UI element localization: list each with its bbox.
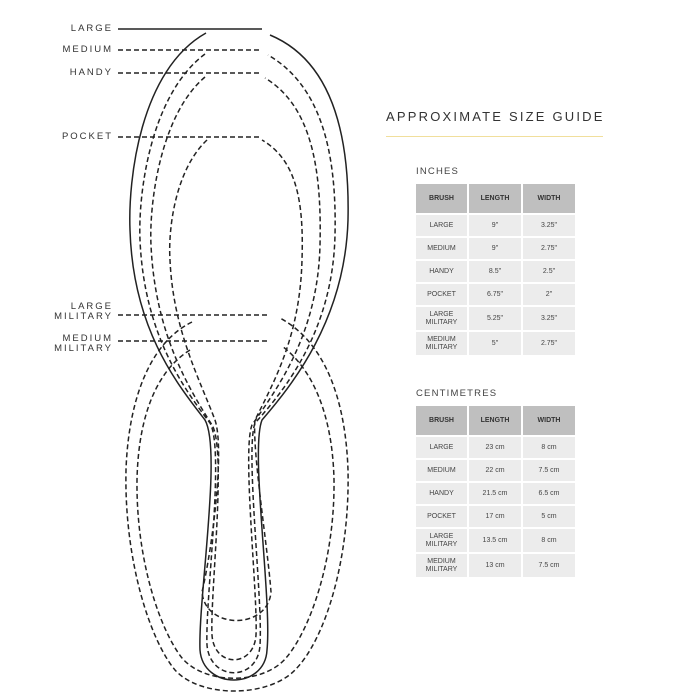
- centimetres-header-brush: BRUSH: [416, 406, 467, 435]
- brush-name-line: MILITARY: [425, 343, 458, 351]
- width-cell: 2.5": [523, 261, 575, 282]
- table-row: [416, 215, 575, 236]
- width-cell: 3.25": [523, 307, 575, 330]
- outline-medium-military-brush: [137, 346, 334, 678]
- brush-name-line: MEDIUM: [427, 335, 456, 343]
- title-underline: [386, 136, 603, 137]
- table-row: [416, 483, 575, 504]
- label-large-military-line1: LARGE: [70, 301, 113, 312]
- brush-name-line: HANDY: [429, 489, 454, 497]
- width-cell: 7.5 cm: [523, 460, 575, 481]
- brush-name-line: HANDY: [429, 267, 454, 275]
- table-row: [416, 506, 575, 527]
- length-cell: 17 cm: [469, 506, 521, 527]
- brush-cell: [416, 332, 467, 355]
- table-row: [416, 437, 575, 458]
- label-pocket: POCKET: [61, 131, 113, 142]
- brush-name-line: MILITARY: [425, 540, 458, 548]
- brush-cell: [416, 307, 467, 330]
- brush-name-line: LARGE: [429, 443, 454, 451]
- length-cell: 21.5 cm: [469, 483, 521, 504]
- label-large: LARGE: [70, 23, 113, 34]
- width-cell: 8 cm: [523, 529, 575, 552]
- width-cell: 6.5 cm: [523, 483, 575, 504]
- inches-heading: INCHES: [416, 166, 460, 177]
- length-cell: 5.25": [469, 307, 521, 330]
- width-cell: 3.25": [523, 215, 575, 236]
- table-row: [416, 460, 575, 481]
- length-cell: 5": [469, 332, 521, 355]
- brush-name-line: POCKET: [427, 512, 456, 520]
- brush-name-line: MEDIUM: [427, 244, 456, 252]
- width-cell: 2": [523, 284, 575, 305]
- label-handy: HANDY: [69, 67, 113, 78]
- inches-header-row: [416, 184, 575, 213]
- brush-name-line: MEDIUM: [427, 557, 456, 565]
- width-cell: 2.75": [523, 238, 575, 259]
- brush-name-line: LARGE: [429, 532, 454, 540]
- label-medium-military: [3, 334, 113, 354]
- length-cell: 8.5": [469, 261, 521, 282]
- width-cell: 7.5 cm: [523, 554, 575, 577]
- size-guide-title: APPROXIMATE SIZE GUIDE: [386, 109, 605, 124]
- table-row: [416, 284, 575, 305]
- brush-name-line: LARGE: [429, 310, 454, 318]
- outline-pocket-brush: [170, 140, 303, 621]
- length-cell: 23 cm: [469, 437, 521, 458]
- inches-table: [414, 182, 577, 357]
- brush-cell: [416, 483, 467, 504]
- table-row: [416, 238, 575, 259]
- brush-cell: [416, 554, 467, 577]
- brush-name-line: MEDIUM: [427, 466, 456, 474]
- label-medium-military-line1: MEDIUM: [62, 333, 113, 344]
- brush-cell: [416, 529, 467, 552]
- length-cell: 6.75": [469, 284, 521, 305]
- length-cell: 9": [469, 215, 521, 236]
- width-cell: 2.75": [523, 332, 575, 355]
- centimetres-table: [414, 404, 577, 579]
- centimetres-header-row: [416, 406, 575, 435]
- length-cell: 9": [469, 238, 521, 259]
- outline-medium-brush: [140, 54, 335, 673]
- width-cell: 8 cm: [523, 437, 575, 458]
- inches-header-length: LENGTH: [469, 184, 521, 213]
- table-row: [416, 261, 575, 282]
- table-row: [416, 554, 575, 577]
- length-cell: 22 cm: [469, 460, 521, 481]
- outline-large-military-brush: [126, 318, 348, 691]
- brush-name-line: MILITARY: [425, 565, 458, 573]
- inches-header-width: WIDTH: [523, 184, 575, 213]
- length-cell: 13 cm: [469, 554, 521, 577]
- brush-cell: [416, 284, 467, 305]
- label-medium: MEDIUM: [62, 44, 113, 55]
- brush-cell: [416, 215, 467, 236]
- table-row: [416, 307, 575, 330]
- brush-cell: [416, 261, 467, 282]
- inches-table-body: [416, 215, 575, 355]
- length-cell: 13.5 cm: [469, 529, 521, 552]
- centimetres-heading: CENTIMETRES: [416, 388, 498, 399]
- brush-name-line: MILITARY: [425, 318, 458, 326]
- centimetres-header-length: LENGTH: [469, 406, 521, 435]
- width-cell: 5 cm: [523, 506, 575, 527]
- brush-cell: [416, 460, 467, 481]
- label-large-military: [3, 302, 113, 322]
- table-row: [416, 529, 575, 552]
- inches-header-brush: BRUSH: [416, 184, 467, 213]
- brush-cell: [416, 506, 467, 527]
- brush-cell: [416, 238, 467, 259]
- table-row: [416, 332, 575, 355]
- label-large-military-line2: MILITARY: [54, 311, 113, 322]
- outline-handy-brush: [151, 77, 320, 660]
- centimetres-table-body: [416, 437, 575, 577]
- outline-large-brush: [130, 33, 348, 680]
- brush-cell: [416, 437, 467, 458]
- label-medium-military-line2: MILITARY: [54, 343, 113, 354]
- centimetres-header-width: WIDTH: [523, 406, 575, 435]
- brush-name-line: LARGE: [429, 221, 454, 229]
- brush-name-line: POCKET: [427, 290, 456, 298]
